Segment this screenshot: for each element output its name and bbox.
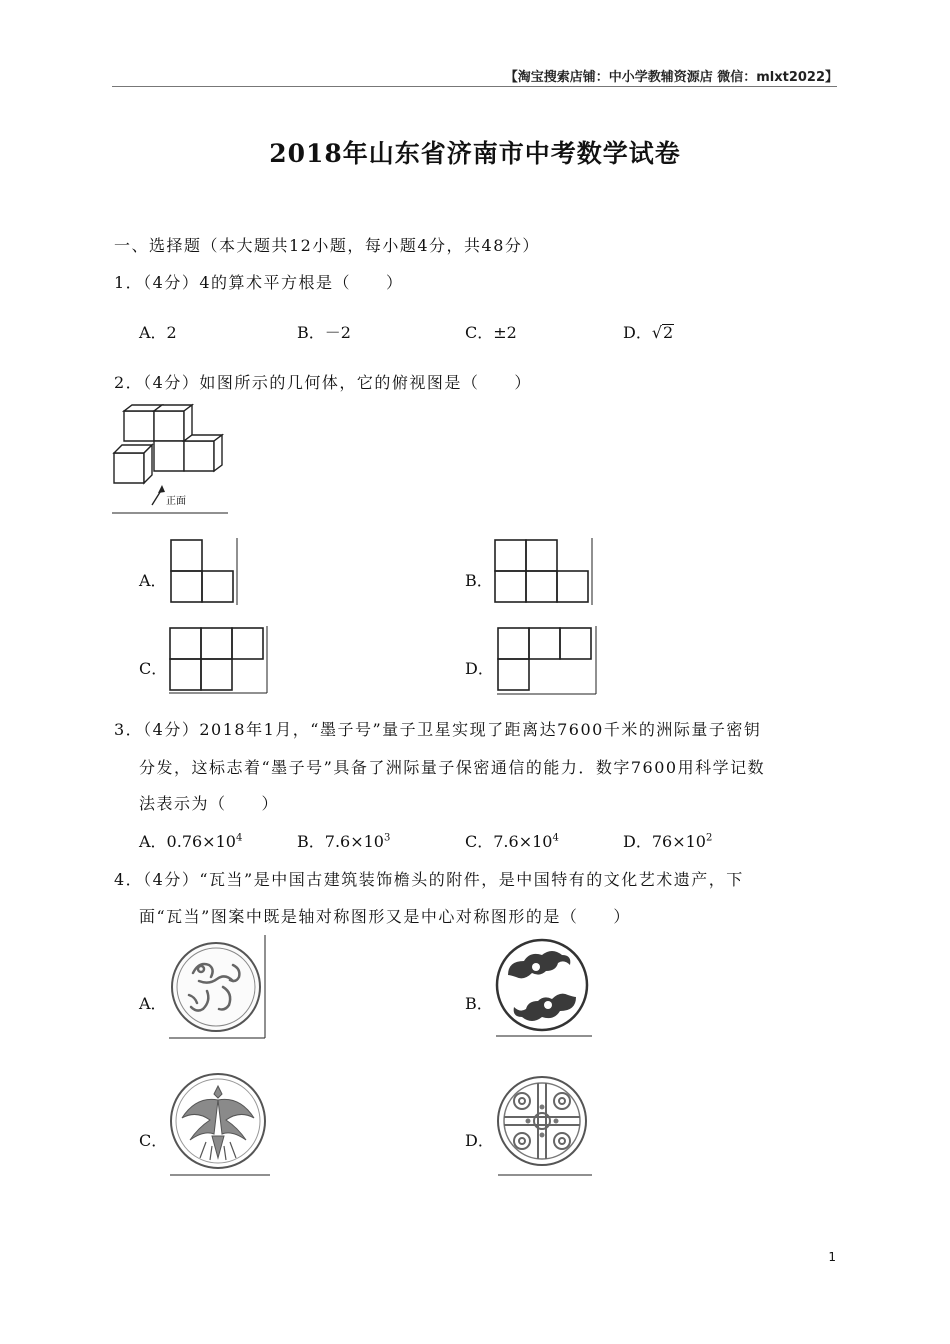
q1-option-d xyxy=(623,320,674,343)
q4-option-a: A． xyxy=(139,994,167,1013)
q1-option-d-label: D． xyxy=(623,323,652,342)
q4-stem-line-2: 面“瓦当”图案中既是轴对称图形又是中心对称图形的是（ ） xyxy=(139,907,631,926)
front-label: 正面 xyxy=(166,496,186,507)
q4-option-b: B． xyxy=(465,994,493,1013)
q4-option-d: D． xyxy=(465,1131,494,1150)
page-title: 2018年山东省济南市中考数学试卷 xyxy=(269,139,681,168)
q2-option-d-figure xyxy=(497,626,599,696)
cube-face xyxy=(154,411,184,441)
sqrt-radical-sign: √ xyxy=(651,323,663,342)
cube-face xyxy=(184,441,214,471)
header-note: 【淘宝搜索店铺：中小学教辅资源店 微信：mlxt2022】 xyxy=(504,70,838,85)
cube-side xyxy=(214,435,222,471)
q1-stem: 1．（4分）4的算术平方根是（ ） xyxy=(114,273,404,292)
q4-option-b-tile xyxy=(494,935,596,1041)
q3-option-c: C．$7.6\times 10^4$ xyxy=(465,832,559,851)
q3-stem-line-2: 分发，这标志着“墨子号”具备了洲际量子保密通信的能力．数字7600用科学记数 xyxy=(139,758,766,777)
q1-option-b: B．－2 xyxy=(297,323,351,342)
cube-face xyxy=(114,453,144,483)
q3-stem-line-3: 法表示为（ ） xyxy=(139,794,280,813)
section-heading: 一、选择题（本大题共12小题，每小题4分，共48分） xyxy=(114,236,540,255)
q3-option-b: B．$7.6\times 10^3$ xyxy=(297,832,391,851)
q3-option-d: D．$76\times 10^2$ xyxy=(623,832,713,851)
q3-stem-line-1: 3．（4分）2018年1月，“墨子号”量子卫星实现了距离达7600千米的洲际量子密钥 xyxy=(114,720,762,739)
arrow-head-icon xyxy=(158,485,165,493)
page-number: 1 xyxy=(828,1250,836,1264)
sqrt-radicand: 2 xyxy=(663,323,674,342)
cube-face xyxy=(124,411,154,441)
q4-option-d-tile xyxy=(496,1072,596,1178)
cube-face xyxy=(154,441,184,471)
q2-solid-figure xyxy=(110,405,235,517)
q2-option-a: A． xyxy=(139,571,167,590)
header-rule xyxy=(112,86,837,87)
q4-option-c-tile xyxy=(168,1072,272,1178)
q2-option-c-figure xyxy=(169,626,271,694)
q4-option-c: C． xyxy=(139,1131,168,1150)
q4-option-a-tile xyxy=(167,935,269,1041)
q1-option-c: C．±2 xyxy=(465,323,517,342)
q2-option-b-figure xyxy=(494,538,594,606)
q2-option-b: B． xyxy=(465,571,493,590)
q2-option-a-figure xyxy=(170,538,240,606)
q1-option-a: A．2 xyxy=(139,323,177,342)
q2-option-d: D． xyxy=(465,659,494,678)
q2-option-c: C． xyxy=(139,659,168,678)
q3-option-a: A．$0.76\times 10^4$ xyxy=(139,832,243,851)
q4-stem-line-1: 4．（4分）“瓦当”是中国古建筑装饰檐头的附件，是中国特有的文化艺术遗产，下 xyxy=(114,870,744,889)
q2-stem: 2．（4分）如图所示的几何体，它的俯视图是（ ） xyxy=(114,373,532,392)
